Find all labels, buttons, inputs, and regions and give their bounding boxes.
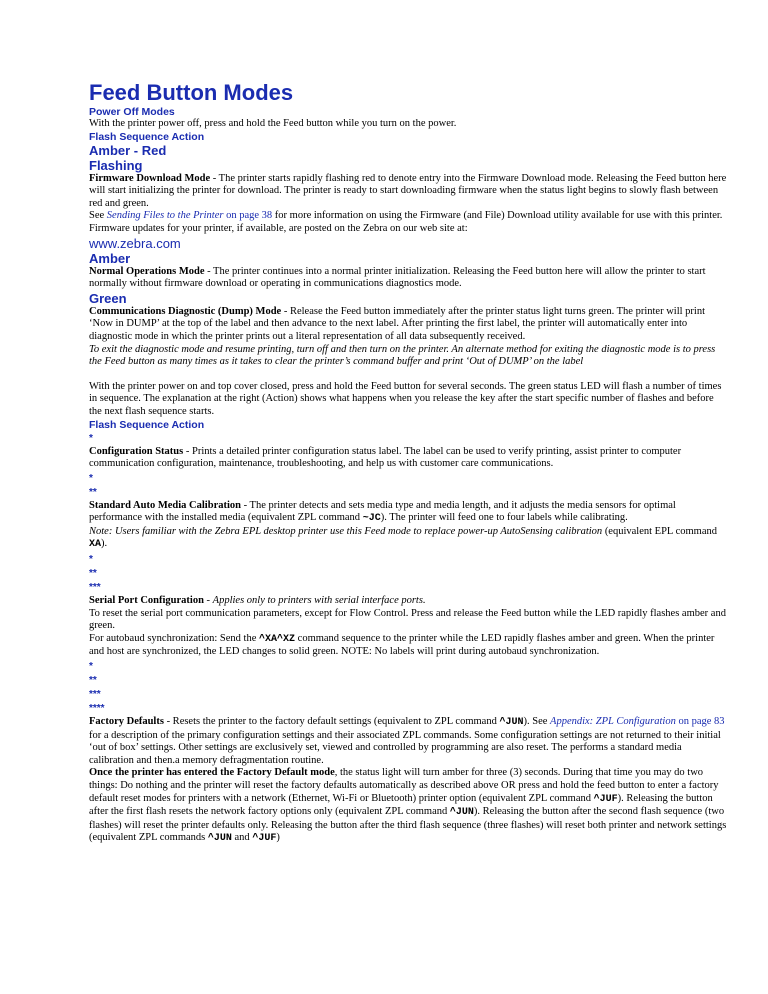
factory-defaults-paragraph — [89, 716, 729, 767]
zpl-command-jun-3: ^JUN — [207, 833, 232, 845]
diagnostic-exit-note: To exit the diagnostic mode and resume printing, turn off and then turn on the printer. An alternate method for exiting the diagnostic mode is to press the Feed button as many times as it takes to clear the printer’s command buffer and print ‘Out of DUMP’ on the label — [89, 343, 716, 368]
diagnostic-mode-text: - Release the Feed button immediately after the printer status light turns green. The printer will print ‘Now in DUMP’ at the top of the label and then advance to the next label. After printing the first label, the printer will automatically enter into diagnostic mode in which the printer prints out a literal representation of all data subsequently received. — [89, 305, 705, 342]
auto-calibration-paragraph — [89, 500, 729, 526]
sending-files-page-ref[interactable]: on page 38 — [223, 210, 273, 222]
serial-port-title: Serial Port Configuration — [89, 595, 204, 607]
flash-sequence-3: *** — [89, 582, 101, 594]
flash-sequence-1: * — [89, 661, 93, 673]
flash-sequence-2: ** — [89, 675, 97, 687]
auto-calibration-note — [89, 526, 729, 552]
factory-defaults-text-2: ). See — [523, 716, 551, 728]
serial-port-paragraph — [89, 595, 729, 608]
epl-note-2: (equivalent EPL command — [602, 525, 717, 537]
configuration-status-title: Configuration Status — [89, 445, 184, 457]
autobaud-text: For autobaud synchronization: Send the — [89, 632, 260, 644]
diagnostic-mode-title: Communications Diagnostic (Dump) Mode — [89, 305, 282, 317]
see-sending-files-paragraph — [89, 210, 729, 235]
sending-files-link[interactable]: Sending Files to the Printer — [106, 210, 224, 222]
power-off-col-header: Flash Sequence Action — [89, 130, 205, 143]
firmware-download-text: - The printer starts rapidly flashing red to denote entry into the Firmware Download mode. Releasing the Feed button here will start initializing the printer for download. The printer is ready to start downloading firmware when the status light begins to slowly flash between red and green. — [89, 172, 727, 209]
page-title: Feed Button Modes — [89, 80, 294, 105]
power-on-intro: With the printer power on and top cover closed, press and hold the Feed button for several seconds. The green status LED will flash a number of times in sequence. The explanation at the right (Action) shows what happens when you release the key after the start specific number of flashes and before the next flash sequence starts. — [89, 380, 722, 417]
power-off-heading: Power Off Modes — [89, 106, 175, 118]
serial-reset-paragraph: To reset the serial port communication parameters, except for Flow Control. Press and release the Feed button while the LED rapidly flashes amber and green. — [89, 607, 726, 632]
zpl-command-xaxz: ^XA^XZ — [259, 633, 296, 645]
normal-operations-title: Normal Operations Mode — [89, 265, 205, 277]
flash-sequence-1: * — [89, 554, 93, 566]
epl-command-xa: XA — [89, 539, 102, 551]
zpl-command-juf-2: ^JUF — [252, 833, 277, 845]
amber-heading: Amber — [89, 250, 131, 266]
see-prefix: See — [89, 210, 107, 222]
power-on-col-header: Flash Sequence Action — [89, 418, 205, 431]
configuration-status-text: - Prints a detailed printer configuration status label. The label can be used to verify printing, assist printer to computer communication configuration, maintenance, troubleshooting, and help us with customer care communications. — [89, 445, 682, 470]
flashing-heading: Flashing — [89, 157, 143, 173]
factory-default-mode-text-3: ). Releasing the button after the second flash sequence (two flashes) will reset the printer defaults only. Releasing the button after the third flash sequence (three flashes) will reset both printer and network settings (equivalent ZPL commands — [89, 806, 727, 844]
configuration-status-paragraph — [89, 446, 729, 471]
and-text: and — [231, 832, 253, 844]
power-off-intro: With the printer power off, press and hold the Feed button while you turn on the power. — [89, 118, 457, 129]
flash-sequence-1: * — [89, 472, 93, 484]
flash-sequence-4: **** — [89, 703, 105, 715]
zebra-url-link[interactable]: www.zebra.com — [89, 235, 181, 251]
firmware-download-title: Firmware Download Mode — [89, 172, 211, 184]
factory-default-mode-text-2: ). Releasing the button after the first flash resets the network factory options only (equivalent ZPL command — [89, 792, 713, 818]
serial-port-applies: Applies only to printers with serial interface ports. — [212, 595, 426, 607]
see-suffix: for more information on using the Firmware (and File) Download utility available for use with this printer. Firmware updates for your printer, if available, are posted on the Zebra on our web site at: — [89, 210, 723, 234]
diagnostic-mode-paragraph — [89, 306, 729, 344]
epl-note-3: ). — [101, 538, 108, 550]
autobaud-text-2: command sequence to the printer while the LED rapidly flashes amber and green. When the printer and host are synchronized, the LED changes to solid green. NOTE: No labels will print during autobaud synchronization. — [89, 632, 715, 658]
firmware-download-paragraph — [89, 173, 729, 211]
flash-sequence-3: *** — [89, 689, 101, 701]
document-page — [89, 80, 729, 846]
serial-dash: - — [203, 595, 213, 607]
zpl-command-jc: ~JC — [362, 513, 381, 525]
zpl-command-juf: ^JUF — [593, 793, 618, 805]
green-heading: Green — [89, 290, 127, 306]
auto-calibration-title: Standard Auto Media Calibration — [89, 499, 241, 511]
autobaud-paragraph — [89, 633, 729, 659]
flash-sequence-2: ** — [89, 568, 97, 580]
zpl-configuration-link[interactable]: Appendix: ZPL Configuration — [550, 716, 676, 728]
zpl-command-jun-2: ^JUN — [449, 807, 474, 819]
factory-default-mode-text: , the status light will turn amber for three (3) seconds. During that time you may do two things: Do nothing and the printer will reset the factory defaults automatically as described above OR press and hold the feed button to enter a factory default reset modes for printers with a network (Ethernet, Wi-Fi or Bluetooth) printer option (equivalent ZPL command — [89, 767, 719, 804]
auto-calibration-text: - The printer detects and sets media type and media length, and it adjusts the media sensors for optimal performance with the installed media (equivalent ZPL command — [89, 499, 676, 524]
normal-operations-text: - The printer continues into a normal printer initialization. Releasing the Feed button here will allow the printer to start normally without firmware download or operating in communications diagnostics mode. — [89, 265, 706, 290]
amber-red-heading: Amber - Red — [89, 142, 167, 158]
factory-default-mode-paragraph — [89, 767, 729, 846]
factory-default-mode-bold: Once the printer has entered the Factory Default mode — [89, 767, 335, 779]
closing-paren: ) — [276, 832, 280, 844]
factory-defaults-text-3: for a description of the primary configuration settings and their associated ZPL commands. Some configuration settings are not returned to their initial ‘out of box’ settings. Other settings are exclusively set, viewed and controlled by programming are also reset. The performs a standard media calibration and then.a memory defragmentation routine. — [89, 729, 721, 766]
normal-operations-paragraph — [89, 266, 729, 291]
zpl-configuration-page-ref[interactable]: on page 83 — [675, 716, 725, 728]
epl-note: Note: Users familiar with the Zebra EPL desktop printer use this Feed mode to replace power-up AutoSensing calibration — [89, 525, 603, 537]
flash-sequence-2: ** — [89, 486, 97, 498]
factory-defaults-title: Factory Defaults — [89, 716, 164, 728]
factory-defaults-text: - Resets the printer to the factory default settings (equivalent to ZPL command — [163, 716, 500, 728]
flash-sequence-1: * — [89, 432, 93, 444]
auto-calibration-text-2: ). The printer will feed one to four labels while calibrating. — [380, 512, 628, 524]
zpl-command-jun: ^JUN — [499, 717, 524, 729]
